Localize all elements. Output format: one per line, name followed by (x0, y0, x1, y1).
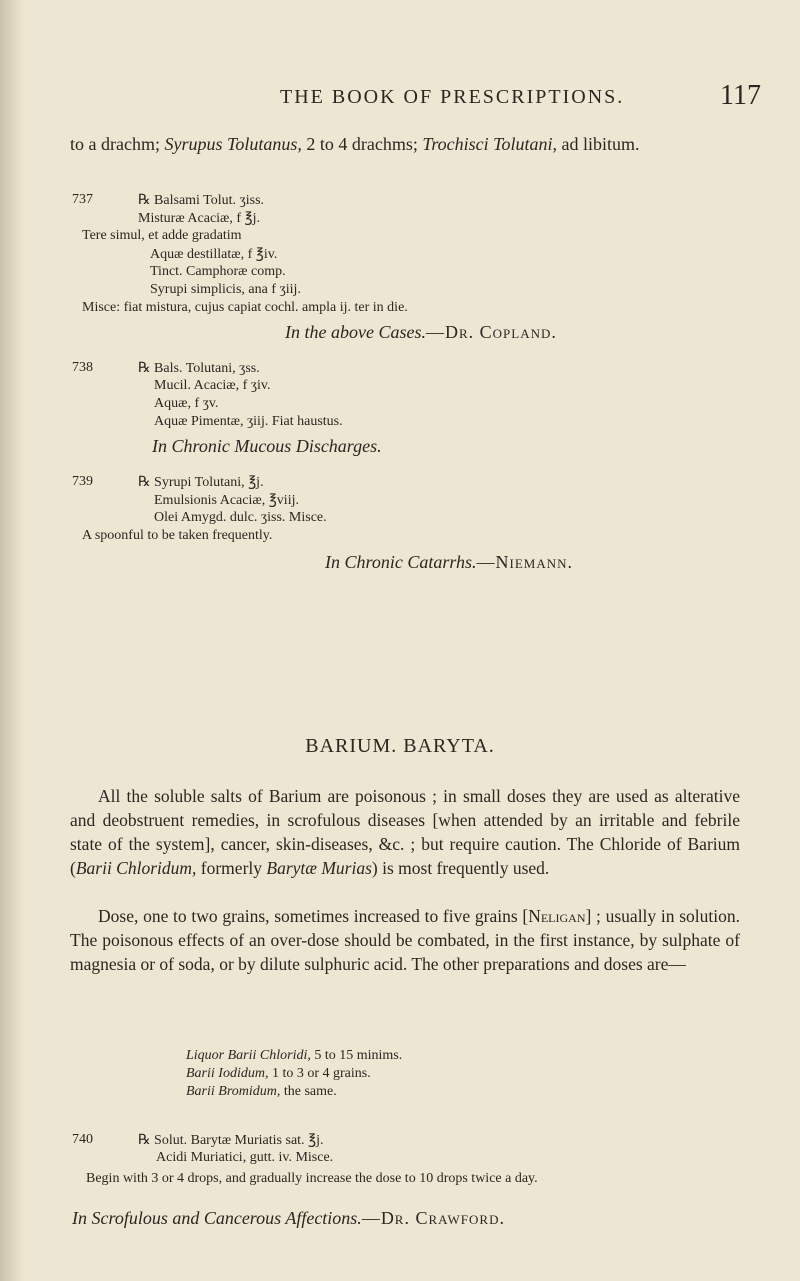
para-text: ] ; usually in solution. The poisonous effects of an over-dose should be combated, in the first instance, by sulphate of magnesia or of soda, or by dilute sulphuric acid. The other preparations and doses are— (70, 906, 741, 974)
prescription-line: Tere simul, et adde gradatim (82, 228, 242, 243)
case-caption-739 (325, 552, 573, 573)
paragraph-dose (70, 904, 740, 976)
intro-text (70, 132, 730, 156)
author: —Dr. Copland. (425, 322, 557, 342)
prescription-number: 739 (72, 474, 93, 489)
preparation-name: Barii Iodidum, (186, 1066, 269, 1081)
case-caption-737 (285, 322, 557, 343)
author-ref: Neligan (528, 906, 586, 926)
prescription-740 (72, 1132, 732, 1172)
prescription-number: 738 (72, 360, 93, 375)
preparations-list (186, 1047, 706, 1101)
page-edge-shadow (0, 0, 26, 1281)
section-heading: BARIUM. BARYTA. (305, 735, 495, 757)
preparation-item (186, 1083, 706, 1101)
prescription-line: ℞ Balsami Tolut. ʒiss. (138, 193, 265, 208)
preparation-name: Liquor Barii Chloridi, (186, 1048, 311, 1063)
preparation-item (186, 1065, 706, 1083)
case-caption-738 (152, 436, 382, 457)
paragraph-barium-salts (70, 784, 740, 880)
prescription-line: Olei Amygd. dulc. ʒiss. Misce. (154, 510, 327, 525)
para-text: Dose, one to two grains, sometimes increased to five grains [ (98, 906, 529, 926)
para-italic: Barytæ Murias (266, 858, 372, 878)
case-label: In the above Cases. (285, 322, 426, 342)
prescription-line: ℞ Bals. Tolutani, ʒss. (138, 361, 260, 376)
preparation-dose: 1 to 3 or 4 grains. (268, 1066, 371, 1081)
prescription-line: Tinct. Camphoræ comp. (150, 264, 286, 279)
prescription-line: Emulsionis Acaciæ, ℥viij. (154, 493, 299, 508)
author: —Dr. Crawford. (361, 1208, 505, 1228)
page-number: 117 (720, 80, 761, 111)
prescription-line: Aquæ Pimentæ, ʒiij. Fiat haustus. (154, 414, 343, 429)
para-italic: Barii Chloridum, (75, 858, 197, 878)
prescription-line: Acidi Muriatici, gutt. iv. Misce. (156, 1150, 334, 1165)
para-text: ) is most frequently used. (371, 858, 550, 878)
prescription-line: ℞ Solut. Barytæ Muriatis sat. ℥j. (138, 1133, 324, 1148)
prescription-739 (72, 474, 732, 554)
dosage-note: Begin with 3 or 4 drops, and gradually increase the dose to 10 drops twice a day. (86, 1171, 538, 1186)
prescription-line: Misturæ Acaciæ, f ℥j. (138, 211, 261, 226)
preparation-dose: 5 to 15 minims. (310, 1048, 403, 1063)
preparation-name: Barii Bromidum, (186, 1084, 281, 1099)
prescription-number: 737 (72, 192, 93, 207)
prescription-738 (72, 360, 732, 440)
intro-trochisci: Trochisci Tolutani, (422, 134, 558, 154)
para-text: formerly (196, 858, 267, 878)
prescription-line: Misce: fiat mistura, cujus capiat cochl. ampla ij. ter in die. (82, 300, 408, 315)
prescription-line: Mucil. Acaciæ, f ʒiv. (154, 378, 271, 393)
case-caption-740 (72, 1208, 505, 1229)
intro-syrupus: Syrupus Tolutanus, (164, 134, 302, 154)
case-label: In Chronic Mucous Discharges. (152, 436, 382, 456)
intro-text-2: 2 to 4 drachms; (306, 134, 418, 154)
intro-text-1: to a drachm; (70, 134, 160, 154)
prescription-line: ℞ Syrupi Tolutani, ℥j. (138, 475, 264, 490)
prescription-line: A spoonful to be taken frequently. (82, 528, 273, 543)
running-title: THE BOOK OF PRESCRIPTIONS. (280, 86, 625, 108)
prescription-line: Syrupi simplicis, ana f ʒiij. (150, 282, 301, 297)
prescription-line: Aquæ destillatæ, f ℥iv. (150, 247, 278, 262)
prescription-number: 740 (72, 1132, 93, 1147)
case-label: In Scrofulous and Cancerous Affections. (72, 1208, 362, 1228)
intro-text-3: ad libitum. (561, 134, 640, 154)
para-text: All the soluble salts of Barium are poisonous ; in small doses they are used as alterative and deobstruent remedies, in scrofulous diseases [when attended by an irritable and febrile state of the system], cancer, skin-diseases, &c. ; but require caution. The Chloride of Barium ( (70, 786, 740, 878)
author: —Niemann. (476, 552, 574, 572)
prescription-line: Aquæ, f ʒv. (154, 396, 219, 411)
preparation-item (186, 1047, 706, 1065)
case-label: In Chronic Catarrhs. (325, 552, 477, 572)
preparation-dose: the same. (280, 1084, 337, 1099)
